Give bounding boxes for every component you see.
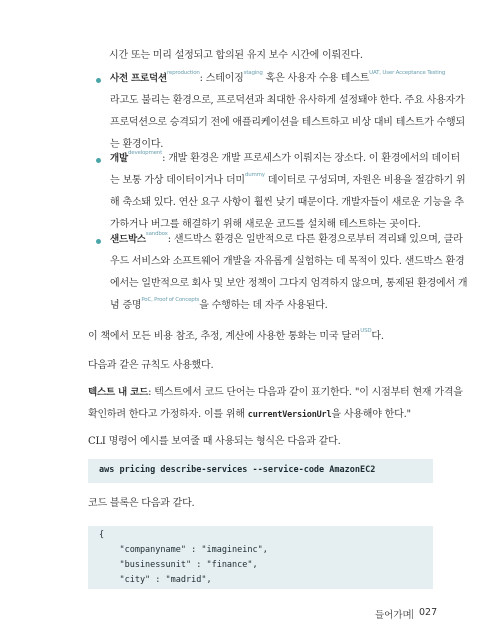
- code-line: "businessunit" : "finance",: [99, 560, 258, 570]
- bullet3-line4: [110, 296, 328, 316]
- bullet-dot: [96, 239, 101, 244]
- code-line: "companyname" : "imagineinc",: [99, 545, 268, 555]
- term-development: 개발: [110, 153, 128, 164]
- bullet1-line3: 프로덕션으로 승격되기 전에 애플리케이션을 테스트하고 비상 대비 테스트가 수행되: [110, 117, 465, 128]
- code-line: "city" : "madrid",: [99, 575, 212, 585]
- term-sup: sandbox: [145, 231, 168, 237]
- code-block-intro: 코드 블록은 다음과 같다.: [88, 498, 195, 509]
- bullet-dot: [96, 158, 101, 163]
- top-line: 시간 또는 미리 설정되고 합의된 유지 보수 시간에 이뤄진다.: [109, 50, 363, 61]
- bullet-dot: [96, 78, 101, 83]
- term-preproduction: 사전 프로덕션: [110, 73, 167, 84]
- sup: staging: [243, 70, 263, 76]
- text: : 텍스트에서 코드 단어는 다음과 같이 표기한다. "이 시점부터 현재 가격을: [148, 387, 463, 398]
- text: 데이터로 구성되며, 자원은 비용을 절감하기 위: [264, 175, 466, 186]
- footer-divider: [412, 609, 413, 619]
- text-code-line2: [88, 405, 411, 425]
- text: 념 증명: [110, 300, 142, 311]
- sup: UAT, User Acceptance Testing: [369, 70, 446, 76]
- sup: USD: [360, 328, 372, 334]
- text: 확인하려 한다고 가정하자. 이를 위해: [88, 409, 248, 420]
- conventions-paragraph: 다음과 같은 규칙도 사용했다.: [88, 360, 214, 371]
- bullet3-line2: 우드 서비스와 소프트웨어 개발을 자유롭게 실험하는 데 목적이 있다. 샌드박스 환경: [110, 256, 465, 267]
- bullet2-line3: 해 축소돼 있다. 연산 요구 사항이 훨씬 낮기 때문이다. 개발자들이 새로운 기능을 추: [110, 197, 464, 208]
- term-sup: reproduction: [166, 70, 200, 76]
- text: : 스테이징: [199, 73, 244, 84]
- bullet-preproduction: [110, 69, 445, 89]
- text-code-paragraph: [88, 383, 463, 403]
- text-code-label: 텍스트 내 코드: [88, 387, 149, 398]
- cli-intro: CLI 명령어 예시를 보여줄 때 사용되는 형식은 다음과 같다.: [88, 436, 341, 447]
- bullet2-line2: [110, 171, 465, 191]
- footer-section: 들어가며: [375, 610, 412, 621]
- bullet3-line3: 에서는 일반적으로 회사 및 보안 정책이 그다지 엄격하지 않으며, 통제된 환경에서 개: [110, 278, 468, 289]
- currency-paragraph: [88, 327, 384, 347]
- sup: dummy: [244, 172, 265, 178]
- bullet-sandbox: [110, 230, 463, 250]
- sup: PoC, Proof of Concepts: [141, 297, 200, 303]
- page-number: 027: [419, 607, 438, 618]
- text: 을 사용해야 한다.": [331, 409, 411, 420]
- bullet-development: [110, 149, 460, 169]
- code-line: {: [99, 530, 105, 540]
- term-sup: development: [127, 150, 163, 156]
- text: 는 보통 가상 데이터이거나 더미: [110, 175, 245, 186]
- inline-code: currentVersionUrl: [247, 410, 332, 420]
- text: 이 책에서 모든 비용 참조, 추정, 계산에 사용한 통화는 미국 달러: [88, 331, 361, 342]
- bullet2-line4: 가하거나 버그를 해결하기 위해 새로운 코드를 설치해 테스트하는 곳이다.: [110, 219, 421, 230]
- term-sandbox: 샌드박스: [110, 234, 146, 245]
- text: 혹은 사용자 수용 테스트: [262, 73, 370, 84]
- bullet1-line2: 라고도 불리는 환경으로, 프로덕션과 최대한 유사하게 설정돼야 한다. 주요 사용자가: [110, 95, 465, 106]
- bullet1-line4: 는 환경이다.: [110, 139, 164, 150]
- text: 을 수행하는 데 자주 사용된다.: [199, 300, 328, 311]
- text: 다.: [371, 331, 384, 342]
- text: : 샌드박스 환경은 일반적으로 다른 환경으로부터 격리돼 있으며, 클라: [167, 234, 463, 245]
- cli-command: aws pricing describe-services --service-code AmazonEC2: [99, 465, 376, 475]
- text: : 개발 환경은 개발 프로세스가 이뤄지는 장소다. 이 환경에서의 데이터: [162, 153, 460, 164]
